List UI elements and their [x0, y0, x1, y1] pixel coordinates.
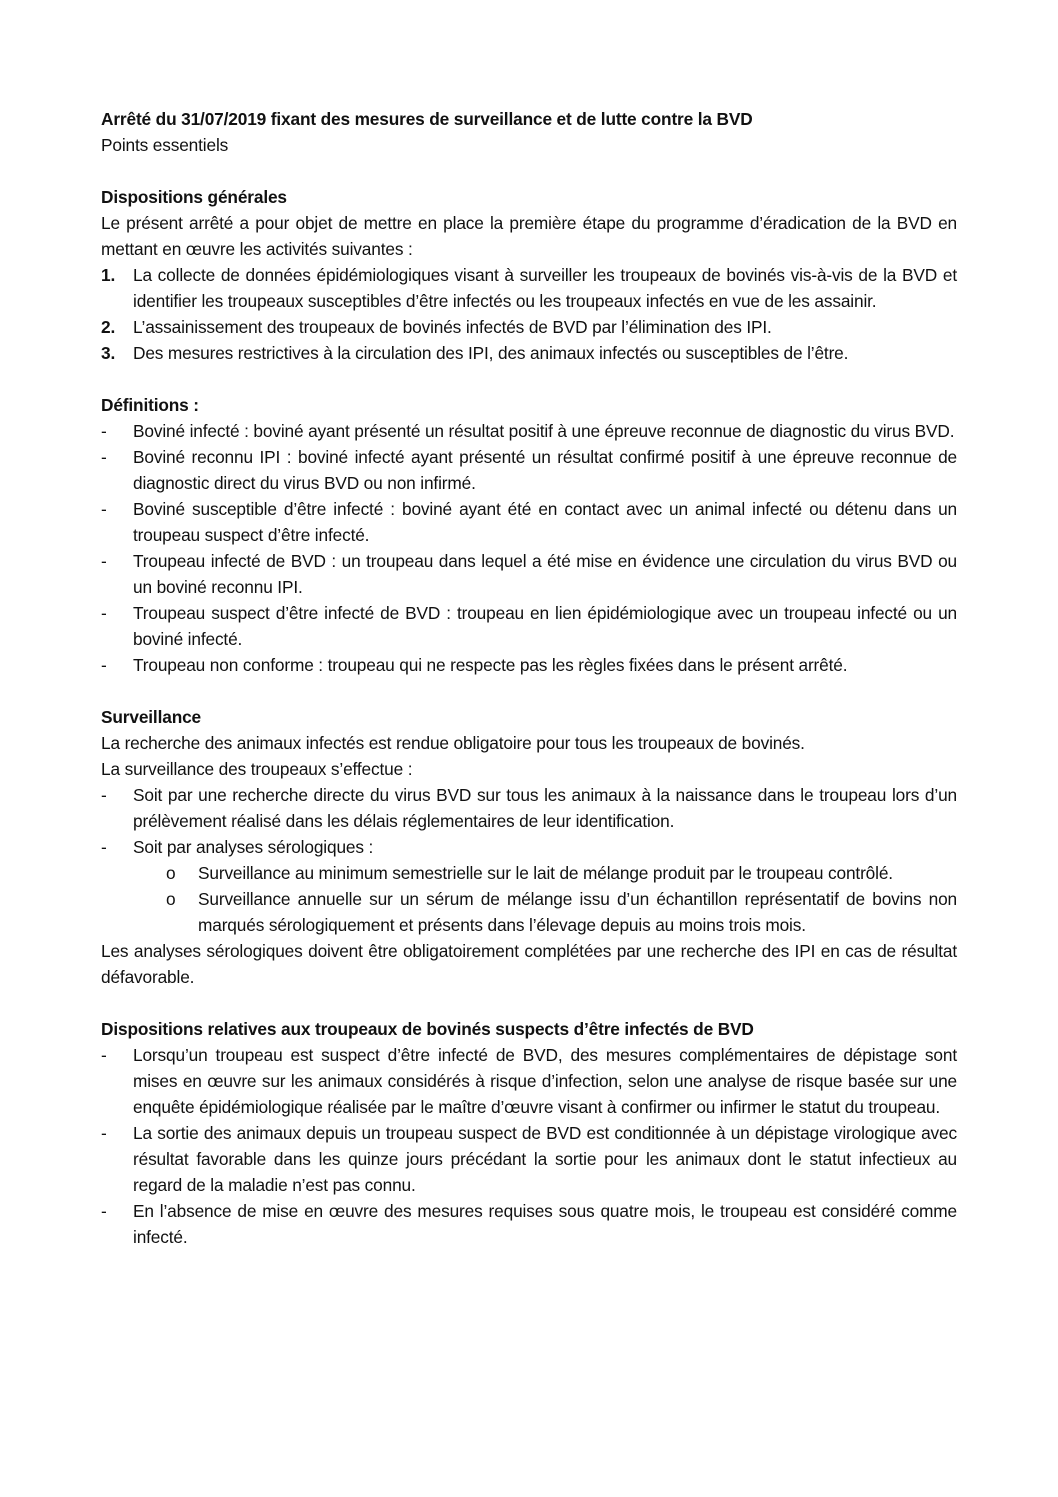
- list-item-text: Troupeau non conforme : troupeau qui ne respecte pas les règles fixées dans le présent arrêté.: [133, 655, 848, 675]
- dash-bullet: -: [101, 655, 107, 675]
- document-subtitle: Points essentiels: [101, 135, 229, 155]
- list-item-text: La sortie des animaux depuis un troupeau suspect de BVD est conditionnée à un dépistage virologique avec résultat favorable dans les quinze jours précédant la sortie pour les animaux dont le statut infectieux au regard de la maladie n’est pas connu.: [133, 1123, 957, 1195]
- list-item: [101, 314, 957, 340]
- section-intro: Le présent arrêté a pour objet de mettre en place la première étape du programme d’éradication de la BVD en mettant en œuvre les activités suivantes :: [101, 213, 957, 259]
- list-item-text: Troupeau infecté de BVD : un troupeau dans lequel a été mise en évidence une circulation du virus BVD ou un boviné reconnu IPI.: [133, 551, 957, 597]
- dash-bullet: -: [101, 837, 107, 857]
- sublist-item-text: Surveillance au minimum semestrielle sur le lait de mélange produit par le troupeau contrôlé.: [198, 863, 893, 883]
- document-title: Arrêté du 31/07/2019 fixant des mesures de surveillance et de lutte contre la BVD: [101, 109, 753, 129]
- sublist-item: [101, 886, 957, 938]
- circle-bullet: o: [166, 863, 176, 883]
- numbered-list: [101, 262, 957, 366]
- list-item: [101, 652, 957, 678]
- dash-bullet: -: [101, 1123, 107, 1143]
- sublist-item: [101, 860, 957, 886]
- section-heading: Définitions :: [101, 395, 199, 415]
- list-item: [101, 418, 957, 444]
- dash-bullet: -: [101, 1045, 107, 1065]
- document-body: [101, 106, 957, 1250]
- section-general: [101, 184, 957, 366]
- list-item-text: Boviné susceptible d’être infecté : boviné ayant été en contact avec un animal infecté ou détenu dans un troupeau suspect d’être infecté.: [133, 499, 957, 545]
- dash-bullet: -: [101, 785, 107, 805]
- dash-bullet: -: [101, 1201, 107, 1221]
- dash-bullet: -: [101, 447, 107, 467]
- dash-bullet: -: [101, 551, 107, 571]
- list-number: 1.: [101, 265, 116, 285]
- list-item-text: Des mesures restrictives à la circulation des IPI, des animaux infectés ou susceptibles de l’être.: [133, 343, 849, 363]
- paragraph: Les analyses sérologiques doivent être obligatoirement complétées par une recherche des IPI en cas de résultat défavorable.: [101, 941, 957, 987]
- surveillance-list: [101, 782, 957, 860]
- list-item-text: Soit par une recherche directe du virus BVD sur tous les animaux à la naissance dans le troupeau lors d’un prélèvement réalisé dans les délais réglementaires de leur identification.: [133, 785, 957, 831]
- list-item: [101, 834, 957, 860]
- list-item-text: Boviné reconnu IPI : boviné infecté ayant présenté un résultat confirmé positif à une épreuve reconnue de diagnostic direct du virus BVD ou non infirmé.: [133, 447, 957, 493]
- dash-bullet: -: [101, 603, 107, 623]
- list-number: 2.: [101, 317, 116, 337]
- list-item: [101, 1198, 957, 1250]
- list-item: [101, 496, 957, 548]
- paragraph: La surveillance des troupeaux s’effectue :: [101, 759, 413, 779]
- circle-bullet: o: [166, 889, 176, 909]
- list-number: 3.: [101, 343, 116, 363]
- list-item: [101, 340, 957, 366]
- definitions-list: [101, 418, 957, 678]
- list-item-text: Soit par analyses sérologiques :: [133, 837, 374, 857]
- paragraph: La recherche des animaux infectés est rendue obligatoire pour tous les troupeaux de bovinés.: [101, 733, 805, 753]
- suspects-list: [101, 1042, 957, 1250]
- list-item-text: Lorsqu’un troupeau est suspect d’être infecté de BVD, des mesures complémentaires de dépistage sont mises en œuvre sur les animaux considérés à risque d’infection, selon une analyse de risque basée sur une enquête épidémiologique réalisée par le maître d’œuvre visant à confirmer ou infirmer le statut du troupeau.: [133, 1045, 957, 1117]
- list-item: [101, 1042, 957, 1120]
- list-item: [101, 1120, 957, 1198]
- dash-bullet: -: [101, 421, 107, 441]
- section-suspects: [101, 1016, 957, 1250]
- dash-bullet: -: [101, 499, 107, 519]
- list-item: [101, 782, 957, 834]
- section-surveillance: [101, 704, 957, 990]
- list-item: [101, 600, 957, 652]
- list-item: [101, 262, 957, 314]
- section-heading: Dispositions générales: [101, 187, 287, 207]
- sublist-item-text: Surveillance annuelle sur un sérum de mélange issu d’un échantillon représentatif de bovins non marqués sérologiquement et présents dans l’élevage depuis au moins trois mois.: [198, 889, 957, 935]
- list-item-text: Boviné infecté : boviné ayant présenté un résultat positif à une épreuve reconnue de diagnostic du virus BVD.: [133, 421, 955, 441]
- list-item-text: En l’absence de mise en œuvre des mesures requises sous quatre mois, le troupeau est considéré comme infecté.: [133, 1201, 957, 1247]
- list-item: [101, 444, 957, 496]
- section-definitions: [101, 392, 957, 678]
- list-item-text: La collecte de données épidémiologiques visant à surveiller les troupeaux de bovinés vis-à-vis de la BVD et identifier les troupeaux susceptibles d’être infectés ou les troupeaux infectés en vue de les assainir.: [133, 265, 957, 311]
- section-heading: Surveillance: [101, 707, 202, 727]
- section-heading: Dispositions relatives aux troupeaux de bovinés suspects d’être infectés de BVD: [101, 1019, 754, 1039]
- surveillance-sublist: [101, 860, 957, 938]
- list-item-text: L’assainissement des troupeaux de bovinés infectés de BVD par l’élimination des IPI.: [133, 317, 772, 337]
- list-item-text: Troupeau suspect d’être infecté de BVD : troupeau en lien épidémiologique avec un troupeau infecté ou un boviné infecté.: [133, 603, 957, 649]
- list-item: [101, 548, 957, 600]
